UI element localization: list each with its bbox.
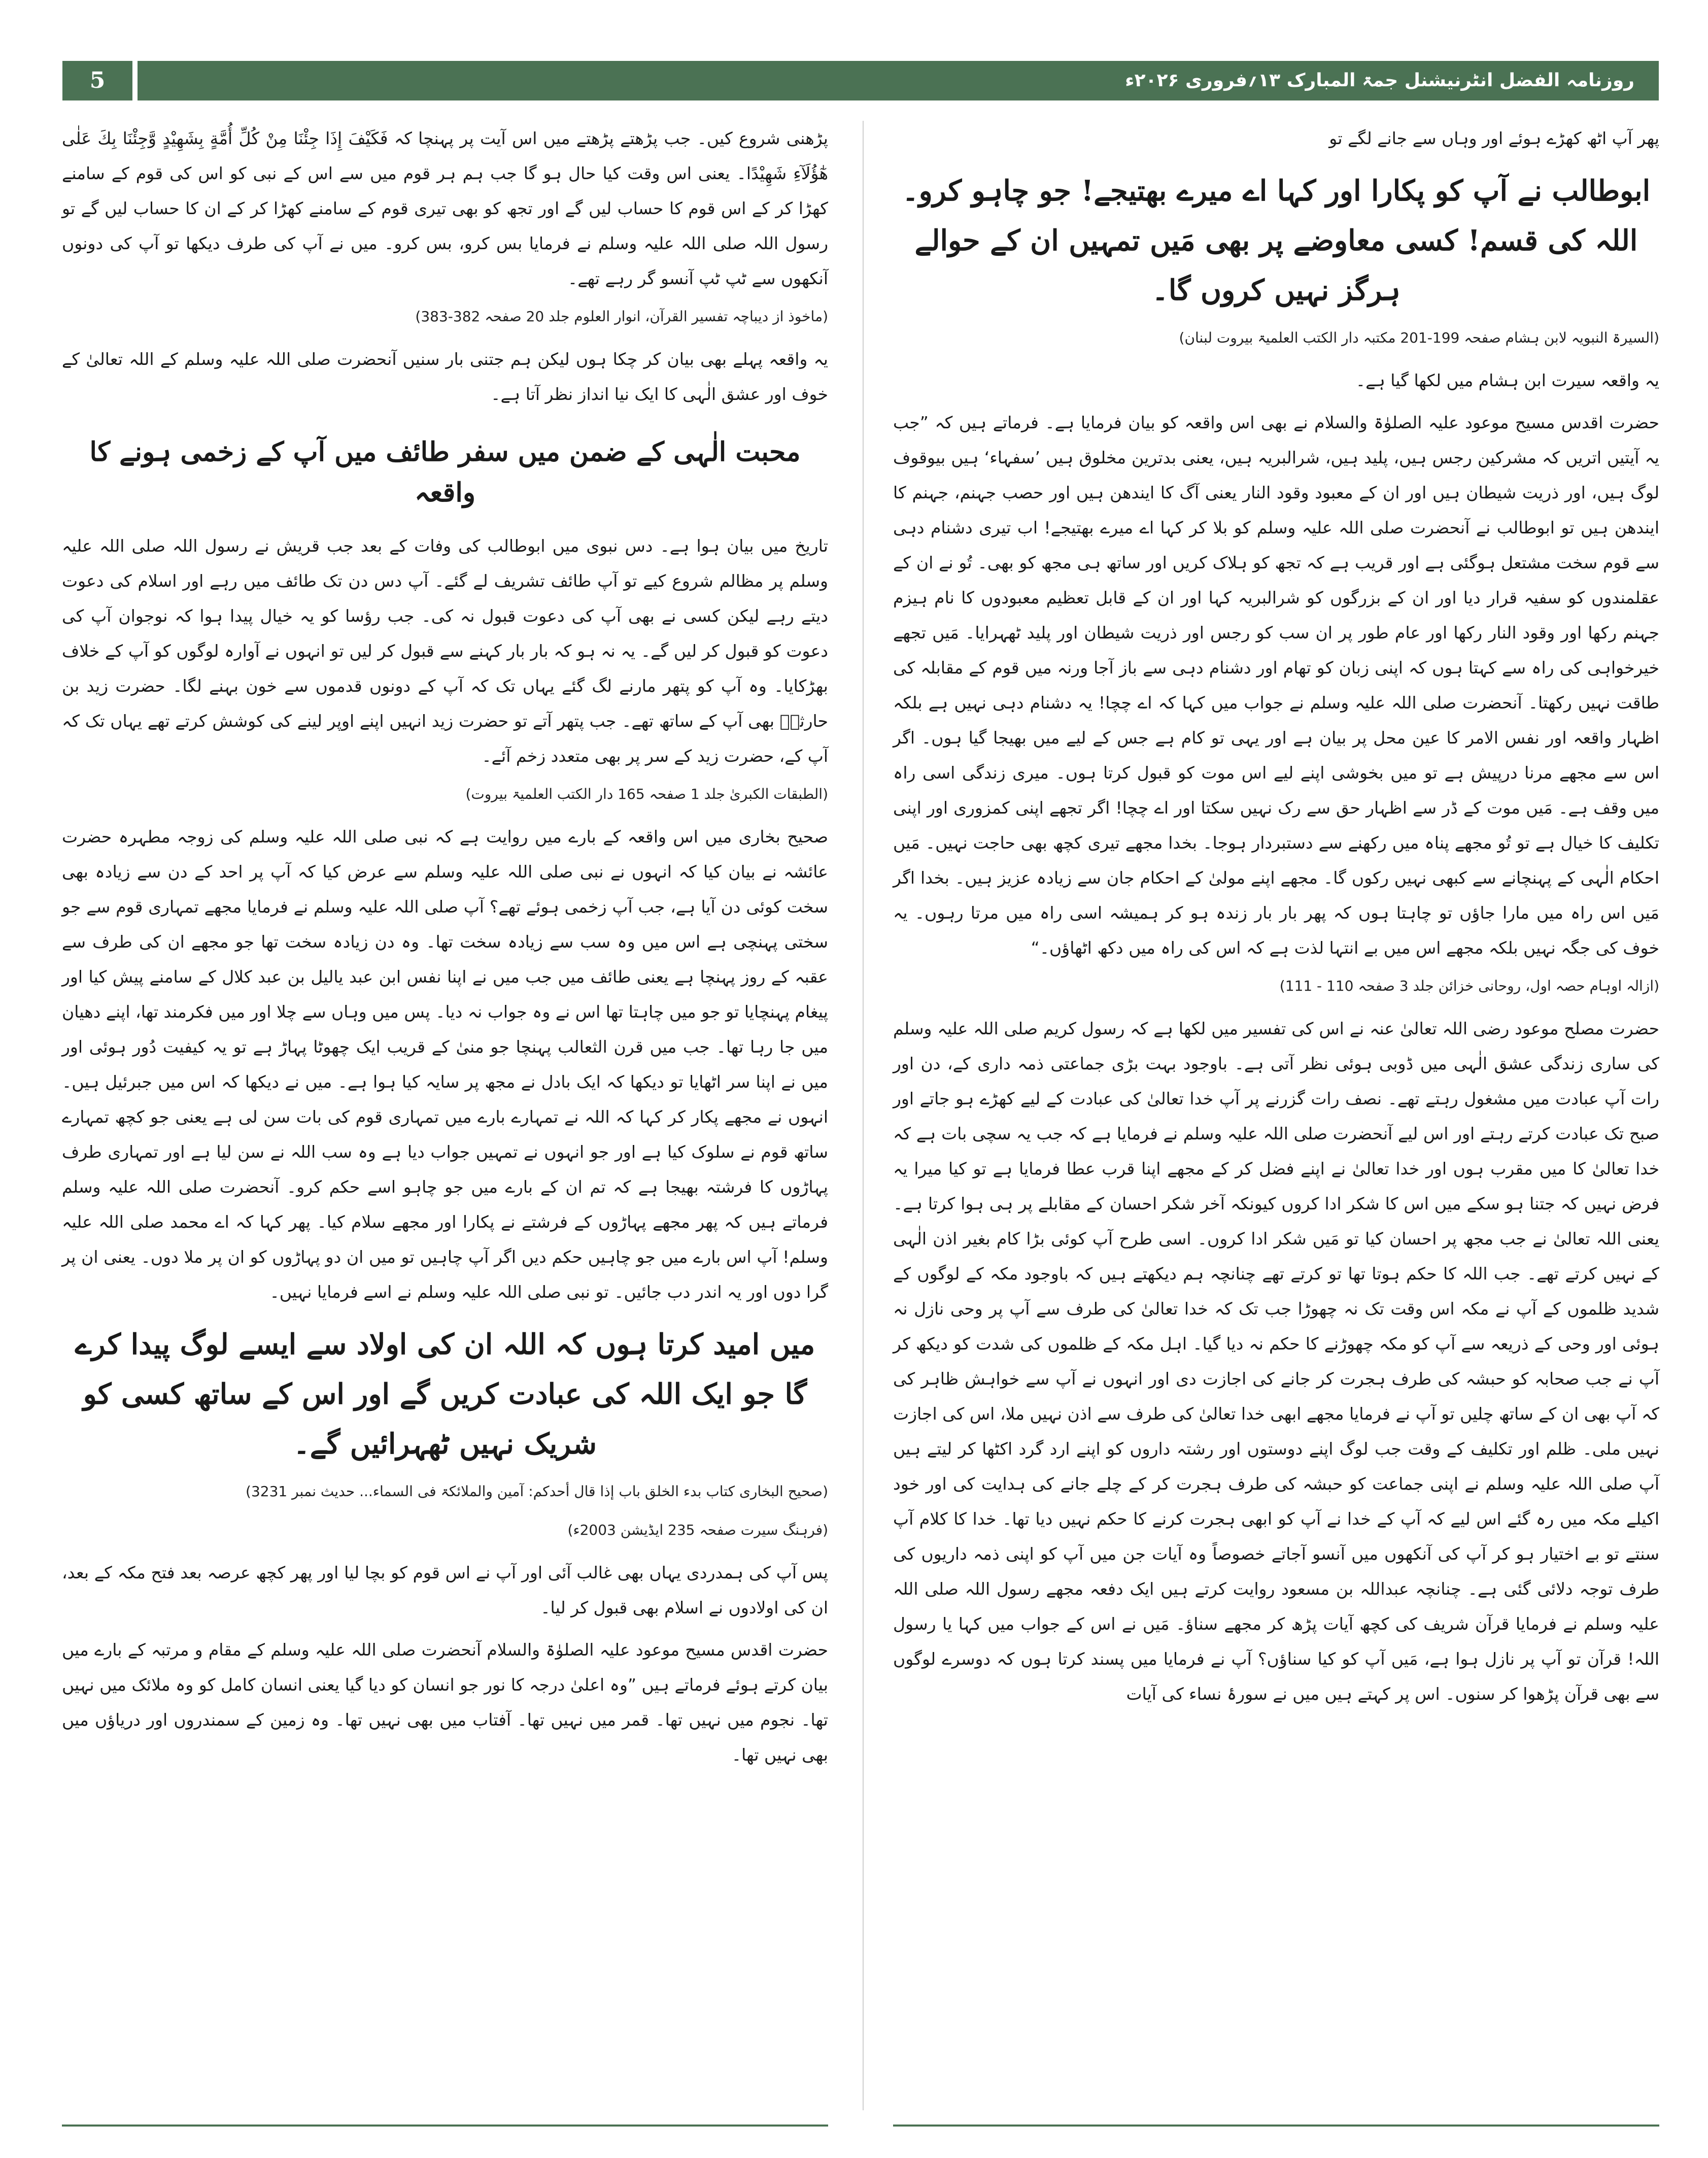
paragraph: حضرت اقدس مسیح موعود علیہ الصلوٰۃ والسلام نے بھی اس واقعہ کو بیان فرمایا ہے۔ فرماتے ہیں کہ ”جب یہ آیتیں اتریں کہ مشرکین رجس ہیں، پلید ہیں، شرالبریہ ہیں، یعنی بدترین مخلوق ہیں ’سفہاء‘ ہیں بیوقوف لوگ ہیں، اور ذریت شیطان ہیں اور ان کے معبود وقود النار یعنی آگ کا ایندھن ہیں اور حصب جہنم، جہنم کا ایندھن ہیں تو ابوطالب نے آنحضرت صلی اللہ علیہ وسلم کو بلا کر کہا اے میرے بھتیجے! اب تیری دشنام دہی سے قوم سخت مشتعل ہوگئی ہے اور قریب ہے کہ تجھ کو ہلاک کریں اور ساتھ ہی مجھ کو بھی۔ تُو نے ان کے عقلمندوں کو سفیہ قرار دیا اور ان کے بزرگوں کو شرالبریہ کہا اور ان کے قابل تعظیم معبودوں کا نام ہیزم جہنم رکھا اور وقود النار رکھا اور عام طور پر ان سب کو رجس اور ذریت شیطان اور پلید ٹھہرایا۔ مَیں تجھے خیرخواہی کی راہ سے کہتا ہوں کہ اپنی زبان کو تھام اور دشنام دہی سے باز آجا ورنہ میں قوم کے مقابلہ کی طاقت نہیں رکھتا۔ آنحضرت صلی اللہ علیہ وسلم نے جواب میں کہا کہ اے چچا! یہ دشنام دہی نہیں ہے بلکہ اظہار واقعہ اور نفس الامر کا عین محل پر بیان ہے اور یہی تو کام ہے جس کے لیے میں بھیجا گیا ہوں۔ اگر اس سے مجھے مرنا درپیش ہے تو میں بخوشی اپنے لیے اس موت کو قبول کرتا ہوں۔ میری زندگی اسی راہ میں وقف ہے۔ مَیں موت کے ڈر سے اظہار حق سے رک نہیں سکتا اور اے چچا! اگر تجھے اپنی کمزوری اور اپنی تکلیف کا خیال ہے تو تُو مجھے پناہ میں رکھنے سے دستبردار ہوجا۔ بخدا مجھے تیری کچھ بھی حاجت نہیں۔ مَیں احکام الٰہی کے پہنچانے سے کبھی نہیں رکوں گا۔ مجھے اپنے مولیٰ کے احکام جان سے زیادہ عزیز ہیں۔ بخدا اگر مَیں اس راہ میں مارا جاؤں تو چاہتا ہوں کہ پھر بار بار زندہ ہو کر ہمیشہ اسی راہ میں مرتا رہوں۔ یہ خوف کی جگہ نہیں بلکہ مجھے اس میں بے انتہا لذت ہے کہ اس کی راہ میں دکھ اٹھاؤں۔“ [893, 413, 1659, 958]
right-column [893, 121, 1659, 1718]
paragraph: پڑھنی شروع کیں۔ جب پڑھتے پڑھتے میں اس آیت پر پہنچا کہ فَكَيْفَ إِذَا جِئْنَا مِنْ كُلِّ أُمَّةٍ بِشَهِيْدٍ وَّجِئْنَا بِكَ عَلٰى هٰٓؤُلَآءِ شَهِيْدًا۔ یعنی اس وقت کیا حال ہو گا جب ہم ہر قوم میں سے اس کے نبی کو اس کی قوم کے سامنے کھڑا کر کے اس قوم کا حساب لیں گے اور تجھ کو بھی تیری قوم کے سامنے کھڑا کر کے ان کا حساب لیں گے تو رسول اللہ صلی اللہ علیہ وسلم نے فرمایا بس کرو، بس کرو۔ میں نے آپ کی طرف دیکھا تو آپ کی دونوں آنکھوں سے ٹپ ٹپ آنسو گر رہے تھے۔ [62, 128, 828, 288]
paragraph: پس آپ کی ہمدردی یہاں بھی غالب آئی اور آپ نے اس قوم کو بچا لیا اور پھر کچھ عرصہ بعد فتح مکہ کے بعد، ان کی اولادوں نے اسلام بھی قبول کر لیا۔ [62, 1563, 828, 1617]
reference: (ماخوذ از دیباچہ تفسیر القرآن، انوار العلوم جلد 20 صفحہ 382-383) [415, 308, 828, 325]
bottom-rule-right [893, 2125, 1659, 2127]
paragraph: حضرت مصلح موعود رضی اللہ تعالیٰ عنہ نے اس کی تفسیر میں لکھا ہے کہ رسول کریم صلی اللہ علیہ وسلم کی ساری زندگی عشق الٰہی میں ڈوبی ہوئی نظر آتی ہے۔ باوجود بہت بڑی جماعتی ذمہ داری کے، دن اور رات آپ عبادت میں مشغول رہتے تھے۔ نصف رات گزرنے پر آپ خدا تعالیٰ کی عبادت کے لیے کھڑے ہو جاتے اور صبح تک عبادت کرتے رہتے اور اس لیے آنحضرت صلی اللہ علیہ وسلم نے فرمایا ہے کہ جب یہ سچی بات ہے کہ خدا تعالیٰ کا میں مقرب ہوں اور خدا تعالیٰ نے اپنے فضل کر کے مجھے اپنا قرب عطا فرمایا ہے تو کیا میرا یہ فرض نہیں کہ جتنا ہو سکے میں اس کا شکر ادا کروں کیونکہ آخر شکر احسان کے مقابلے پر ہی ہوا کرتا ہے۔ یعنی اللہ تعالیٰ نے جب مجھ پر احسان کیا تو مَیں شکر ادا کروں۔ اسی طرح آپ کوئی بڑا کام بغیر اذن الٰہی کے نہیں کرتے تھے۔ جب اللہ کا حکم ہوتا تھا تو کرتے تھے چنانچہ ہم دیکھتے ہیں کہ باوجود مکہ کے لوگوں کے شدید ظلموں کے آپ نے مکہ اس وقت تک نہ چھوڑا جب تک کہ خدا تعالیٰ کی طرف سے آپ پر وحی نازل نہ ہوئی اور وحی کے ذریعہ سے آپ کو مکہ چھوڑنے کا حکم نہ دیا گیا۔ اہل مکہ کے ظلموں کی شدت کو دیکھ کر آپ نے جب صحابہ کو حبشہ کی طرف ہجرت کر جانے کی اجازت دی اور انہوں نے آپ سے خواہش ظاہر کی کہ آپ بھی ان کے ساتھ چلیں تو آپ نے فرمایا مجھے ابھی خدا تعالیٰ کی طرف سے اذن نہیں ملا، اس کی اجازت نہیں ملی۔ ظلم اور تکلیف کے وقت جب لوگ اپنے دوستوں اور رشتہ داروں کو اپنے ارد گرد اکٹھا کر لیتے ہیں آپ صلی اللہ علیہ وسلم نے اپنی جماعت کو حبشہ کی طرف ہجرت کر کے چلے جانے کی ہدایت کی اور خود اکیلے مکہ میں رہ گئے اس لیے کہ آپ کے خدا نے آپ کو ابھی ہجرت کرنے کا حکم نہیں دیا تھا۔ خدا کا کلام آپ سنتے تو بے اختیار ہو کر آپ کی آنکھوں میں آنسو آجاتے خصوصاً وہ آیات جن میں آپ کو اپنی ذمہ داریوں کی طرف توجہ دلائی گئی ہے۔ چنانچہ عبداللہ بن مسعود روایت کرتے ہیں ایک دفعہ مجھے رسول اللہ صلی اللہ علیہ وسلم نے فرمایا قرآن شریف کی کچھ آیات پڑھ کر مجھے سناؤ۔ مَیں نے اس کے جواب میں کہا یا رسول اللہ! قرآن تو آپ پر نازل ہوا ہے، مَیں آپ کو کیا سناؤں؟ آپ نے فرمایا میں پسند کرتا ہوں کہ دوسرے لوگوں سے بھی قرآن پڑھوا کر سنوں۔ اس پر کہتے ہیں میں نے سورۂ نساء کی آیات [893, 1019, 1659, 1704]
quote-highlight: ابوطالب نے آپ کو پکارا اور کہا اے میرے بھتیجے! جو چاہو کرو۔ اللہ کی قسم! کسی معاوضے پر بھی مَیں تمہیں ان کے حوالے ہرگز نہیں کروں گا۔ [902, 174, 1651, 307]
section-heading: محبت الٰہی کے ضمن میں سفر طائف میں آپ کے زخمی ہونے کا واقعہ [89, 436, 801, 508]
bottom-rule-left [62, 2125, 828, 2127]
paragraph: یہ واقعہ پہلے بھی بیان کر چکا ہوں لیکن ہم جتنی بار سنیں آنحضرت صلی اللہ علیہ وسلم کے اللہ تعالیٰ کے خوف اور عشق الٰہی کا ایک نیا انداز نظر آتا ہے۔ [62, 349, 828, 404]
reference: (صحیح البخاری کتاب بدء الخلق باب إذا قال أحدکم: آمین والملائکۃ فی السماء... حدیث نمبر 3231) [246, 1483, 828, 1500]
column-divider [863, 121, 864, 2110]
reference: (الطبقات الکبریٰ جلد 1 صفحہ 165 دار الکتب العلمیۃ بیروت) [465, 786, 828, 802]
paragraph: پھر آپ اٹھ کھڑے ہوئے اور وہاں سے جانے لگے تو [1329, 128, 1659, 148]
reference: (ازالہ اوہام حصہ اول، روحانی خزائن جلد 3 صفحہ 110 - 111) [1279, 977, 1659, 994]
paragraph: یہ واقعہ سیرت ابن ہشام میں لکھا گیا ہے۔ [1355, 370, 1659, 390]
page-header [62, 61, 1659, 100]
header-bar [138, 61, 1659, 100]
paragraph: تاریخ میں بیان ہوا ہے۔ دس نبوی میں ابوطالب کی وفات کے بعد جب قریش نے رسول اللہ صلی اللہ علیہ وسلم پر مظالم شروع کیے تو آپ طائف تشریف لے گئے۔ آپ دس دن تک طائف میں رہے اور اسلام کی دعوت دیتے رہے لیکن کسی نے بھی آپ کی دعوت قبول نہ کی۔ جب رؤسا کو یہ خیال پیدا ہوا کہ نوجوان آپ کی دعوت کو قبول کر لیں گے۔ یہ نہ ہو کہ بار بار کہنے سے قبول کر لیں تو انہوں نے آوارہ لوگوں کو آپ کے خلاف بھڑکایا۔ وہ آپ کو پتھر مارنے لگ گئے یہاں تک کہ آپ کے دونوں قدموں سے خون بہنے لگا۔ حضرت زید بن حارثہؓ بھی آپ کے ساتھ تھے۔ جب پتھر آتے تو حضرت زید انہیں اپنے اوپر لینے کی کوشش کرتے تھے یہاں تک کہ آپ کے، حضرت زید کے سر پر بھی متعدد زخم آئے۔ [62, 536, 828, 766]
left-column [62, 121, 828, 1779]
paragraph: صحیح بخاری میں اس واقعہ کے بارے میں روایت ہے کہ نبی صلی اللہ علیہ وسلم کی زوجہ مطہرہ حضرت عائشہ نے بیان کیا کہ انہوں نے نبی صلی اللہ علیہ وسلم سے عرض کیا کہ آپ پر احد کے دن سے زیادہ بھی سخت کوئی دن آیا ہے، جب آپ زخمی ہوئے تھے؟ آپ صلی اللہ علیہ وسلم نے فرمایا مجھے تمہاری قوم سے جو سختی پہنچی ہے اس میں وہ سب سے زیادہ سخت تھا۔ وہ دن زیادہ سخت تھا جو مجھے ان کی طرف سے عقبہ کے روز پہنچا ہے یعنی طائف میں جب میں نے اپنا نفس ابن عبد یالیل بن عبد کلال کے سامنے پیش کیا اور پیغام پہنچایا تو جو میں چاہتا تھا اس نے وہ جواب نہ دیا۔ پس میں وہاں سے چلا اور میں فکرمند تھا، اپنے دھیان میں جا رہا تھا۔ جب میں قرن الثعالب پہنچا جو منیٰ کے قریب ایک چھوٹا پہاڑ ہے تو یہ کیفیت دُور ہوئی اور میں نے اپنا سر اٹھایا تو دیکھا کہ ایک بادل نے مجھ پر سایہ کیا ہوا ہے۔ میں نے دیکھا کہ اس میں جبرئیل ہیں۔ انہوں نے مجھے پکار کر کہا کہ اللہ نے تمہارے بارے میں تمہاری قوم کی بات سن لی ہے یعنی جو کچھ تمہارے ساتھ قوم نے سلوک کیا ہے اور جو انہوں نے تمہیں جواب دیا ہے وہ سب اللہ نے سن لیا ہے اور تمہاری طرف پہاڑوں کا فرشتہ بھیجا ہے کہ تم ان کے بارے میں جو چاہو اسے حکم کرو۔ آنحضرت صلی اللہ علیہ وسلم فرماتے ہیں کہ پھر مجھے پہاڑوں کے فرشتے نے پکارا اور مجھے سلام کیا۔ پھر کہا کہ اے محمد صلی اللہ علیہ وسلم! آپ اس بارے میں جو چاہیں حکم دیں اگر آپ چاہیں تو میں ان دو پہاڑوں کو ان پر ملا دوں۔ یعنی ان پر گرا دوں اور یہ اندر دب جائیں۔ تو نبی صلی اللہ علیہ وسلم نے اسے فرمایا نہیں۔ [62, 827, 828, 1302]
newspaper-title: روزنامہ الفضل انٹرنیشنل جمۃ المبارک ۱۳؍فروری ۲۰۲۶ء [1125, 70, 1634, 91]
paragraph: حضرت اقدس مسیح موعود علیہ الصلوٰۃ والسلام آنحضرت صلی اللہ علیہ وسلم کے مقام و مرتبہ کے بارے میں بیان کرتے ہوئے فرماتے ہیں ”وہ اعلیٰ درجہ کا نور جو انسان کو دیا گیا یعنی انسان کامل کو وہ ملائک میں نہیں تھا۔ نجوم میں نہیں تھا۔ قمر میں نہیں تھا۔ آفتاب میں بھی نہیں تھا۔ وہ زمین کے سمندروں اور دریاؤں میں بھی نہیں تھا۔ [62, 1640, 828, 1765]
page-number: 5 [62, 61, 132, 100]
quote-highlight: میں امید کرتا ہوں کہ اللہ ان کی اولاد سے ایسے لوگ پیدا کرے گا جو ایک اللہ کی عبادت کریں گے اور اس کے ساتھ کسی کو شریک نہیں ٹھہرائیں گے۔ [75, 1328, 815, 1461]
reference: (فرہنگ سیرت صفحہ 235 ایڈیشن 2003ء) [567, 1522, 828, 1538]
reference: (السیرۃ النبویہ لابن ہشام صفحہ 199-201 مکتبہ دار الکتب العلمیۃ بیروت لبنان) [1179, 329, 1659, 346]
